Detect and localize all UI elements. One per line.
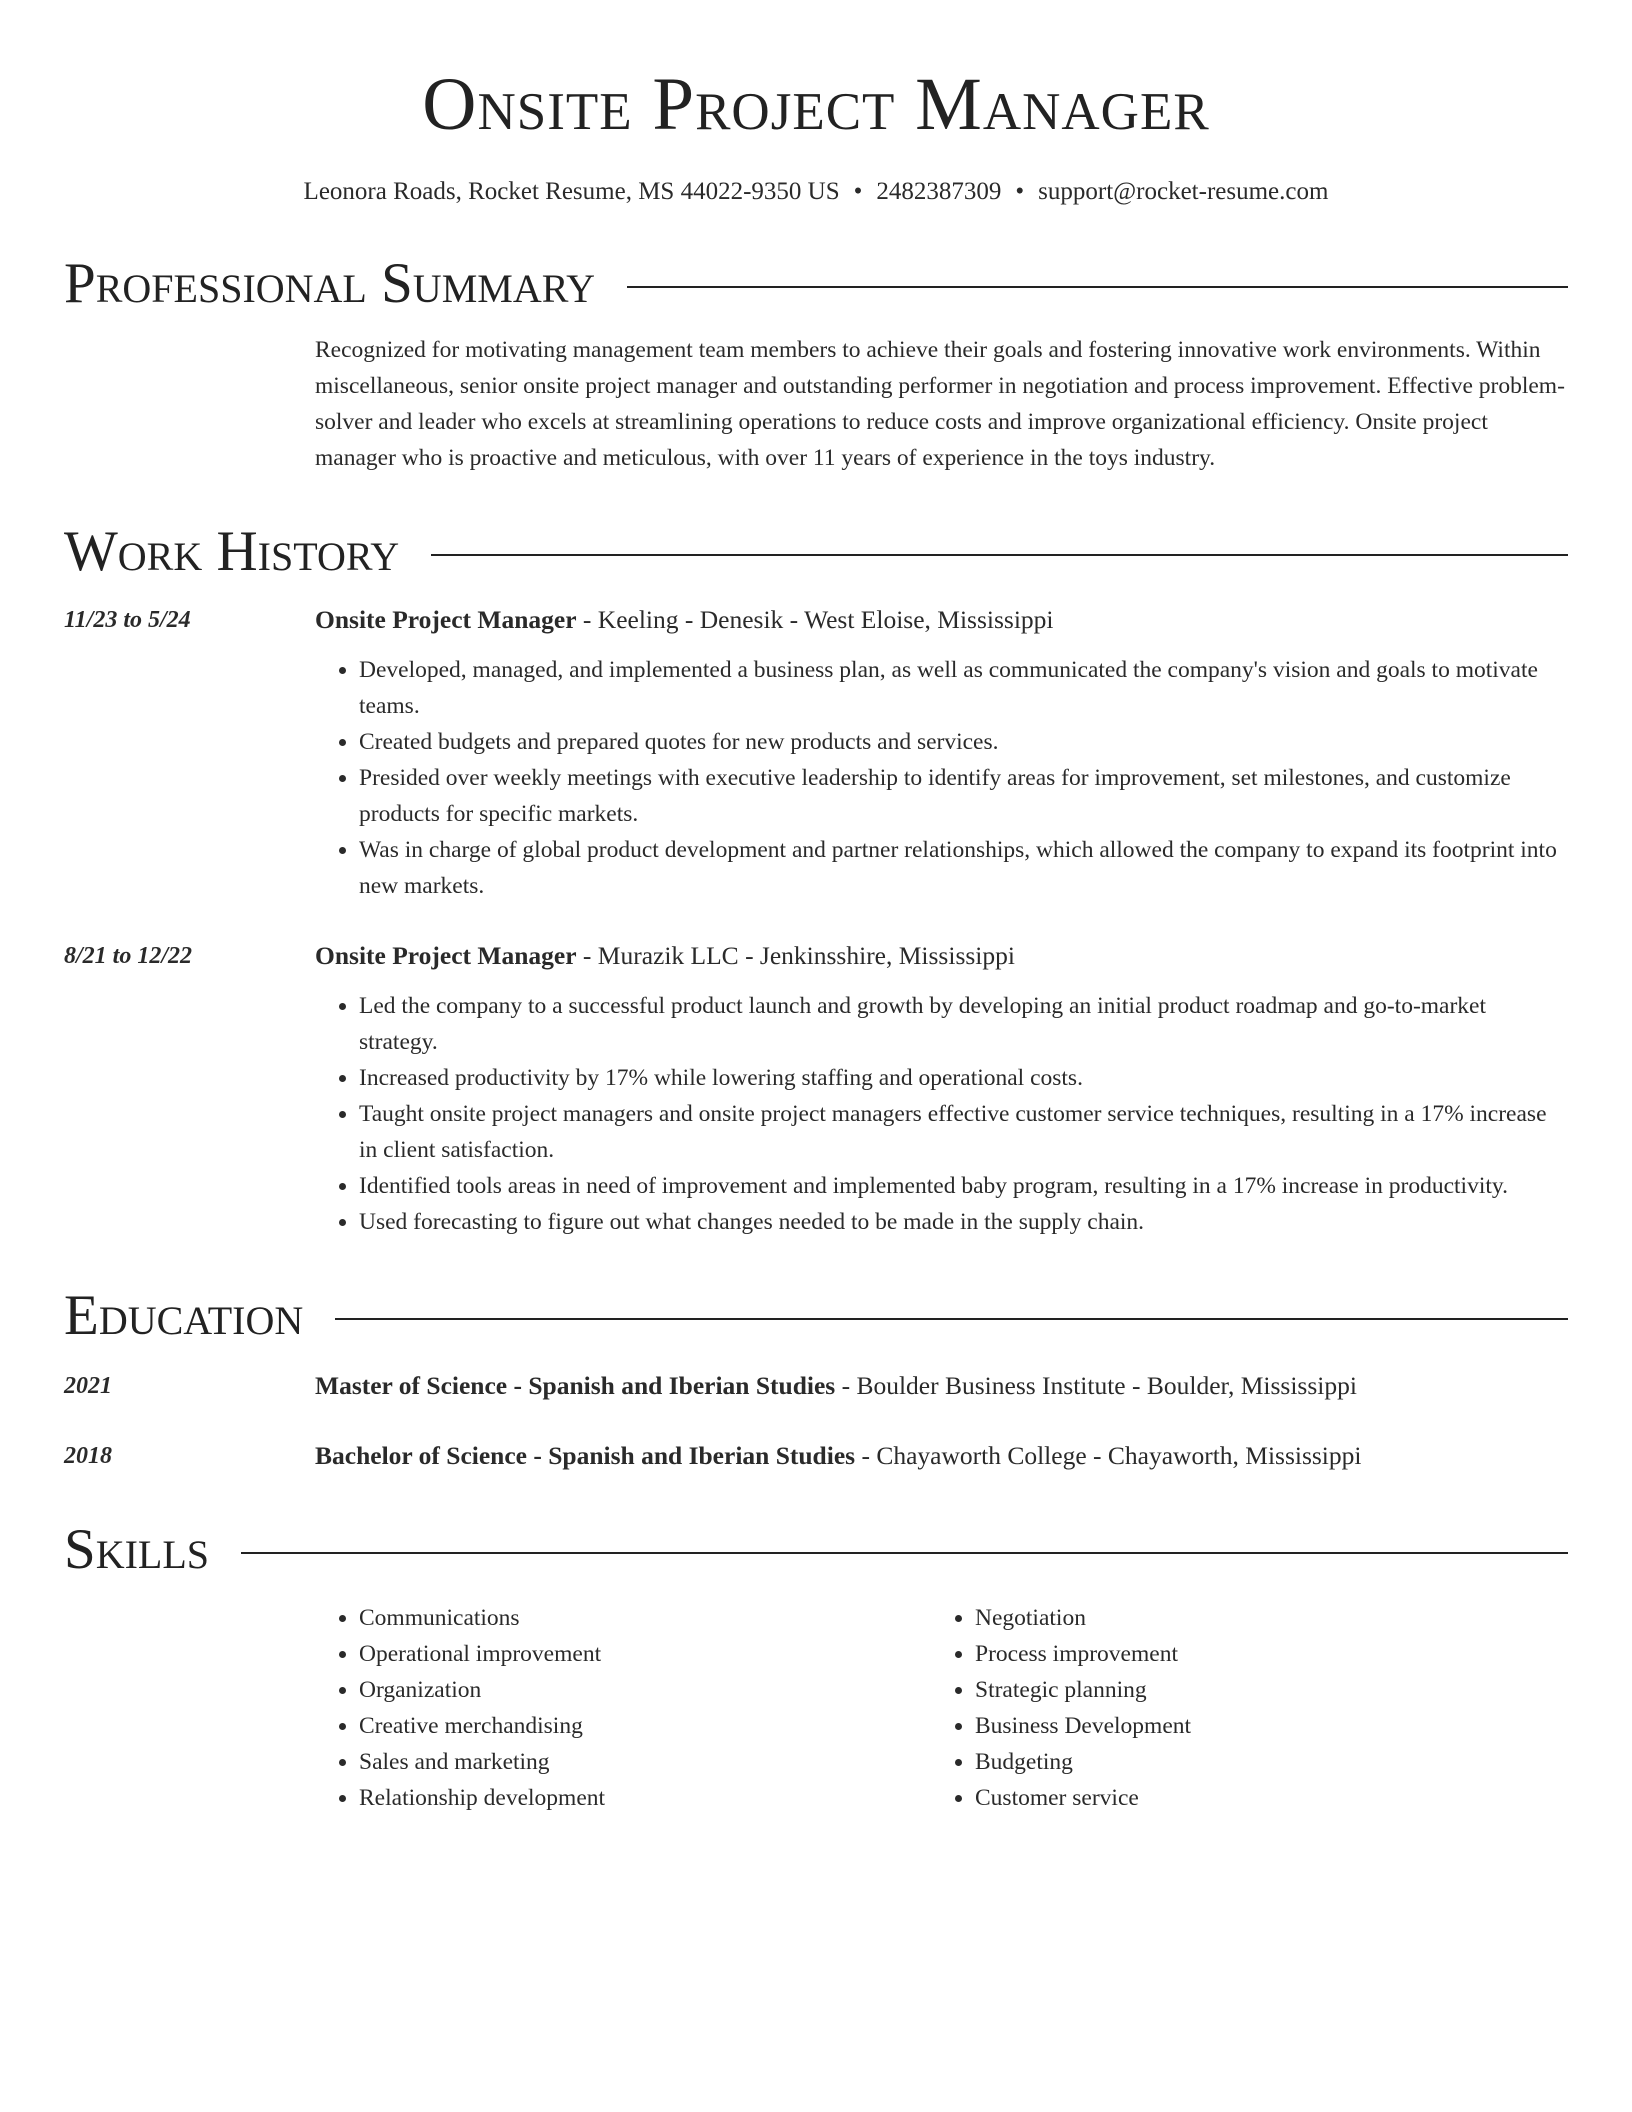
contact-phone: 2482387309 [876, 178, 1002, 205]
job-body [315, 602, 1568, 904]
job-bullet: • Used forecasting to figure out what changes needed to be made in the supply chain. [359, 1204, 1568, 1240]
education-degree: Master of Science - Spanish and Iberian Studies [315, 1371, 836, 1400]
job-dates: 11/23 to 5/24 [64, 607, 191, 633]
education-body [315, 1368, 1568, 1404]
contact-separator: • [853, 178, 863, 205]
section-divider [431, 554, 1568, 556]
skill-item: • Organization [359, 1672, 931, 1708]
section-header-work [64, 520, 1568, 584]
skill-item: • Sales and marketing [359, 1744, 931, 1780]
skill-item: • Budgeting [975, 1744, 1547, 1780]
education-entry [64, 1438, 1568, 1474]
job-bullet: • Taught onsite project managers and onsite project managers effective customer service techniques, resulting in a 17% increase in client satisfaction. [359, 1096, 1568, 1168]
job-entry [64, 602, 1568, 904]
job-entry [64, 938, 1568, 1240]
summary-text: Recognized for motivating management team members to achieve their goals and fostering innovative work environments. Within miscellaneous, senior onsite project manager and outstanding performer in negotiation and process improvement. Effective problem-solver and leader who excels at streamlining operations to reduce costs and improve organizational efficiency. Onsite project manager who is proactive and meticulous, with over 11 years of experience in the toys industry. [315, 337, 1565, 471]
job-bullet: • Created budgets and prepared quotes for new products and services. [359, 724, 1568, 760]
skill-item: • Communications [359, 1600, 931, 1636]
job-dates: 8/21 to 12/22 [64, 943, 193, 969]
contact-address: Leonora Roads, Rocket Resume, MS 44022-9350 US [303, 178, 840, 205]
job-title-line [315, 938, 1568, 974]
education-title-line [315, 1368, 1568, 1404]
skill-item: • Negotiation [975, 1600, 1547, 1636]
education-details: - Boulder Business Institute - Boulder, Mississippi [835, 1371, 1357, 1400]
section-divider [241, 1552, 1568, 1554]
job-details: - Murazik LLC - Jenkinsshire, Mississippi [576, 941, 1015, 970]
skill-item: • Business Development [975, 1708, 1547, 1744]
contact-email: support@rocket-resume.com [1038, 178, 1329, 205]
skill-item: • Process improvement [975, 1636, 1547, 1672]
job-title-line [315, 602, 1568, 638]
section-title-summary: Professional Summary [64, 252, 596, 315]
education-degree: Bachelor of Science - Spanish and Iberian Studies [315, 1441, 856, 1470]
skill-item: • Creative merchandising [359, 1708, 931, 1744]
job-bullet: • Developed, managed, and implemented a business plan, as well as communicated the company's vision and goals to motivate teams. [359, 652, 1568, 724]
education-list [64, 1368, 1568, 1474]
section-title-skills: Skills [64, 1518, 210, 1581]
education-entry [64, 1368, 1568, 1404]
job-bullets [315, 652, 1568, 904]
skill-item: • Relationship development [359, 1780, 931, 1816]
job-bullets [315, 988, 1568, 1240]
section-header-education [64, 1284, 1568, 1348]
contact-separator: • [1015, 178, 1025, 205]
contact-line [64, 176, 1568, 208]
job-title: Onsite Project Manager [315, 605, 577, 634]
section-header-summary [64, 252, 1568, 316]
skills-grid [315, 1600, 1568, 1816]
resume-page [64, 0, 1568, 1816]
education-year: 2018 [64, 1443, 112, 1469]
job-body [315, 938, 1568, 1240]
job-bullet: • Presided over weekly meetings with executive leadership to identify areas for improvement, set milestones, and customize products for specific markets. [359, 760, 1568, 832]
education-year: 2021 [64, 1373, 112, 1399]
skills-column-left [315, 1600, 931, 1816]
skills-column-right [931, 1600, 1547, 1816]
skill-item: • Strategic planning [975, 1672, 1547, 1708]
job-bullet: • Increased productivity by 17% while lowering staffing and operational costs. [359, 1060, 1568, 1096]
job-bullet: • Identified tools areas in need of improvement and implemented baby program, resulting in a 17% increase in productivity. [359, 1168, 1568, 1204]
section-title-education: Education [64, 1284, 304, 1347]
section-header-skills [64, 1518, 1568, 1582]
job-bullet: • Led the company to a successful product launch and growth by developing an initial product roadmap and go-to-market strategy. [359, 988, 1568, 1060]
education-title-line [315, 1438, 1568, 1474]
skill-item: • Operational improvement [359, 1636, 931, 1672]
work-history-list [64, 602, 1568, 1240]
education-body [315, 1438, 1568, 1474]
resume-name: Onsite Project Manager [422, 63, 1210, 146]
job-bullet: • Was in charge of global product development and partner relationships, which allowed the company to expand its footprint into new markets. [359, 832, 1568, 904]
section-title-work: Work History [64, 520, 400, 583]
education-details: - Chayaworth College - Chayaworth, Mississippi [855, 1441, 1362, 1470]
job-details: - Keeling - Denesik - West Eloise, Mississippi [576, 605, 1054, 634]
section-divider [627, 286, 1568, 288]
skill-item: • Customer service [975, 1780, 1547, 1816]
job-title: Onsite Project Manager [315, 941, 577, 970]
section-divider [335, 1318, 1568, 1320]
